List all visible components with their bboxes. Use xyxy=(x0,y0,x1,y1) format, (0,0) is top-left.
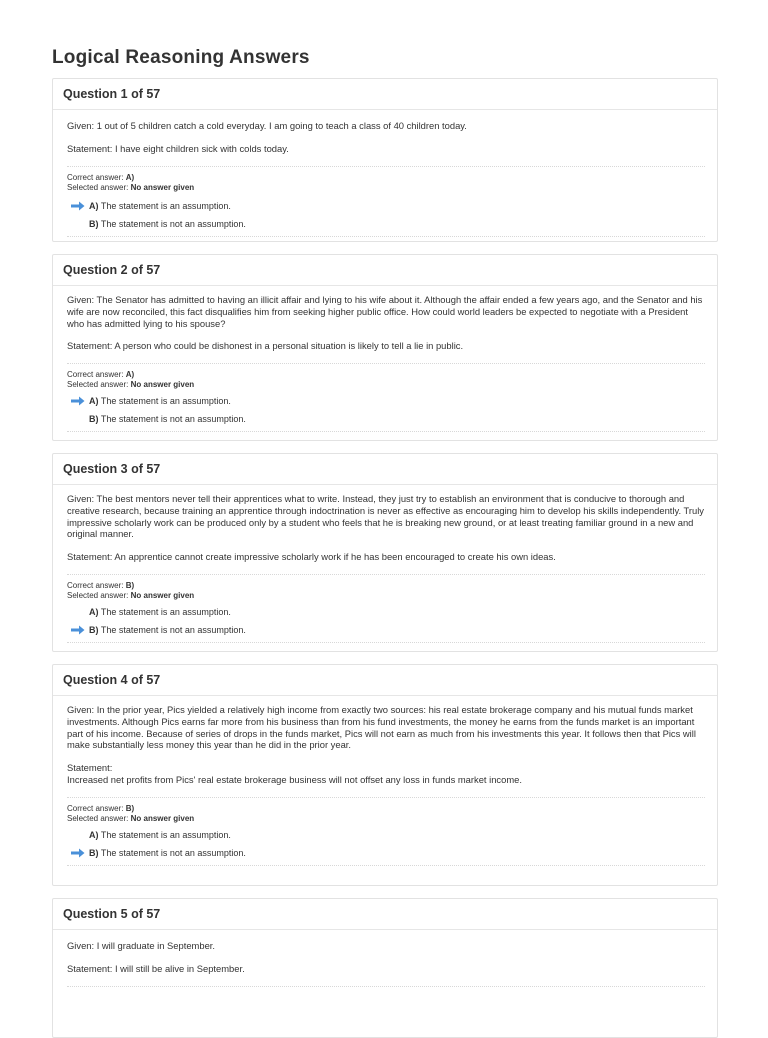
question-title: Question 1 of 57 xyxy=(63,87,161,101)
selected-answer-line: Selected answer: No answer given xyxy=(67,182,195,192)
right-arrow-icon xyxy=(71,201,85,211)
selected-answer-value: No answer given xyxy=(130,182,195,192)
question-given: Given: The best mentors never tell their apprentices what to write. Instead, they just try to establish an environment that is conducive to thorough and creative research, because training an apprentice through indoctrination is never as effective as encouraging him to develop his skills independently. Truly impressive scholarly work can be produced only by a student who feels that he is breaking new ground, or at least treating familiar ground in a new and original manner. xyxy=(67,493,704,540)
question-given: Given: The Senator has admitted to having an illicit affair and lying to his wife about it. Although the affair ended a few years ago, and the Senator and his wife are now reconciled, this fact disqualifies him from seeking higher public office. How could world leaders be expected to negotiate with a President who has admitted lying to his spouse? xyxy=(67,294,703,329)
question-title: Question 5 of 57 xyxy=(63,907,161,921)
question-statement: Statement: A person who could be dishonest in a personal situation is likely to tell a lie in public. xyxy=(67,340,464,352)
question-header xyxy=(53,79,717,110)
question-statement: Statement: I will still be alive in September. xyxy=(67,962,245,974)
correct-answer-value: B) xyxy=(125,580,135,590)
selected-answer-line: Selected answer: No answer given xyxy=(67,380,195,390)
option-a: A) The statement is an assumption. xyxy=(89,829,231,840)
option-b-text: The statement is not an assumption. xyxy=(100,847,246,858)
question-card xyxy=(52,254,718,441)
question-header xyxy=(53,899,717,930)
divider xyxy=(67,986,705,987)
option-a-text: The statement is an assumption. xyxy=(100,200,231,211)
right-arrow-icon xyxy=(71,396,85,406)
selected-answer-value: No answer given xyxy=(130,813,195,823)
question-title: Question 3 of 57 xyxy=(63,462,161,476)
divider xyxy=(67,642,705,643)
question-card xyxy=(52,898,718,1038)
question-title: Question 2 of 57 xyxy=(63,263,161,277)
correct-answer-value: B) xyxy=(125,803,135,813)
option-b: B) The statement is not an assumption. xyxy=(89,218,246,229)
right-arrow-icon xyxy=(71,625,85,635)
selected-answer-value: No answer given xyxy=(130,380,195,390)
correct-answer-value: A) xyxy=(125,172,135,182)
question-given: Given: 1 out of 5 children catch a cold everyday. I am going to teach a class of 40 children today. xyxy=(67,120,467,131)
option-b-text: The statement is not an assumption. xyxy=(100,218,246,229)
option-b-text: The statement is not an assumption. xyxy=(100,624,246,635)
question-card xyxy=(52,664,718,886)
correct-answer-line: Correct answer: B) xyxy=(67,580,135,590)
correct-answer-value: A) xyxy=(125,370,135,380)
question-given: Given: In the prior year, Pics yielded a relatively high income from exactly two sources: his real estate brokerage company and his mutual funds market investments. Although Pics earns far more from his business than from his fund investments, the money he earns from the funds market is an important part of his income. Because of series of drops in the funds market, Pics will not earn as much from his investments this year. It follows then that Pics will make substantially less money this year than he did in the prior year. xyxy=(67,704,696,751)
question-statement: Statement: I have eight children sick with colds today. xyxy=(67,142,289,154)
question-statement: Statement: An apprentice cannot create impressive scholarly work if he has been encouraged to create his own ideas. xyxy=(67,551,556,563)
option-a-text: The statement is an assumption. xyxy=(100,606,231,617)
question-card xyxy=(52,453,718,652)
question-title: Question 4 of 57 xyxy=(63,673,161,687)
page-title: Logical Reasoning Answers xyxy=(52,47,310,68)
option-a-text: The statement is an assumption. xyxy=(100,829,231,840)
option-a-text: The statement is an assumption. xyxy=(100,396,231,407)
question-header xyxy=(53,255,717,286)
divider xyxy=(67,431,705,432)
question-statement: Statement: Increased net profits from Pics' real estate brokerage business will not offset any loss in funds market income. xyxy=(67,762,522,785)
question-header xyxy=(53,454,717,485)
question-given: Given: I will graduate in September. xyxy=(67,940,215,951)
selected-answer-line: Selected answer: No answer given xyxy=(67,590,195,600)
option-a: A) The statement is an assumption. xyxy=(89,606,231,617)
divider xyxy=(67,865,705,866)
correct-answer-line: Correct answer: B) xyxy=(67,803,135,813)
option-b: B) The statement is not an assumption. xyxy=(67,621,705,639)
selected-answer-value: No answer given xyxy=(130,590,195,600)
option-b: B) The statement is not an assumption. xyxy=(67,844,705,862)
option-b: B) The statement is not an assumption. xyxy=(89,414,246,425)
question-card xyxy=(52,78,718,242)
selected-answer-line: Selected answer: No answer given xyxy=(67,813,195,823)
right-arrow-icon xyxy=(71,848,85,858)
option-b-text: The statement is not an assumption. xyxy=(100,414,246,425)
correct-answer-line: Correct answer: A) xyxy=(67,172,135,182)
option-a: A) The statement is an assumption. xyxy=(67,197,705,215)
question-header xyxy=(53,665,717,696)
correct-answer-line: Correct answer: A) xyxy=(67,370,135,380)
divider xyxy=(67,236,705,237)
option-a: A) The statement is an assumption. xyxy=(67,392,705,410)
